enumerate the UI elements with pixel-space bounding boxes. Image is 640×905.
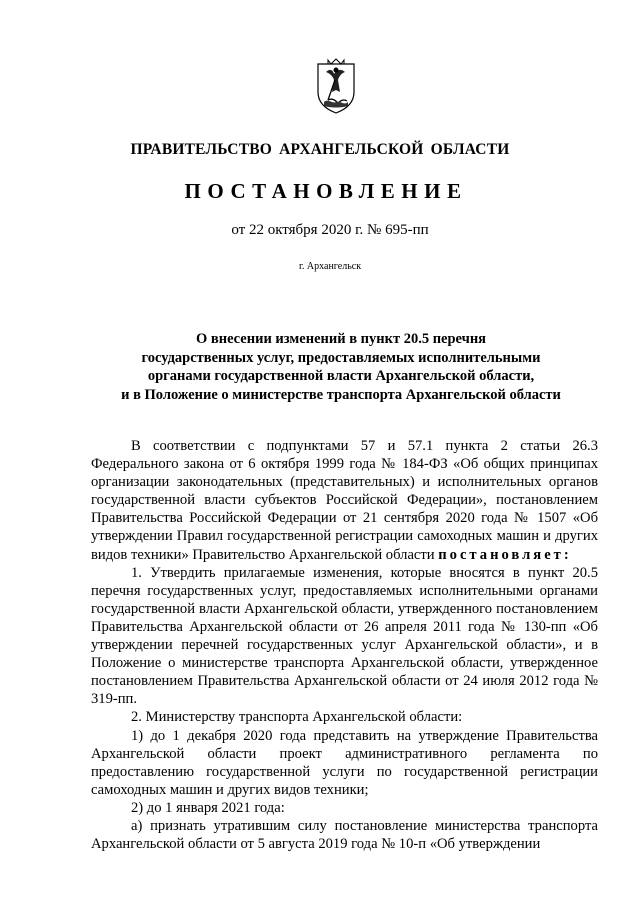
document-type-title: ПОСТАНОВЛЕНИЕ <box>184 179 468 203</box>
subject-line: и в Положение о министерстве транспорта Архангельской области <box>121 386 561 403</box>
document-city: г. Архангельск <box>298 261 362 272</box>
subject-line: государственных услуг, предоставляемых исполнительными <box>141 349 541 366</box>
subject-line: О внесении изменений в пункт 20.5 перечня <box>195 331 487 347</box>
document-subject <box>120 330 562 404</box>
document-date-number: от 22 октября 2020 г. № 695-пп <box>231 222 429 238</box>
decree-colon: : <box>563 546 572 563</box>
preamble-paragraph <box>91 437 598 564</box>
body-paragraph: 2. Министерству транспорта Архангельской области: <box>131 709 463 726</box>
body-paragraph: 2) до 1 января 2021 года: <box>131 799 285 816</box>
subject-line: органами государственной власти Архангельской области, <box>147 368 535 384</box>
decree-word: постановляет <box>438 546 564 563</box>
body-paragraph: 1. Утвердить прилагаемые изменения, которые вносятся в пункт 20.5 перечня государственных услуг, предоставляемых исполнительными органами государственной власти Архангельской области, утвержденного постановлением Правительства Архангельской области от 26 апреля 2011 года № 130-пп «Об утверждении перечней государственных услуг Архангельской области», и в Положение о министерстве транспорта Архангельской области, утвержденное постановлением Правительства Архангельской области от 24 июля 2012 года № 319-пп. <box>91 564 598 708</box>
body-paragraph: а) признать утратившим силу постановление министерства транспорта Архангельской области от 5 августа 2019 года № 10-п «Об утверждении <box>91 817 598 853</box>
document-body <box>91 437 598 853</box>
body-paragraph: 1) до 1 декабря 2020 года представить на утверждение Правительства Архангельской области проект административного регламента по предоставлению государственной услуги по государственной регистрации самоходных машин и других видов техники; <box>91 727 598 798</box>
government-name: ПРАВИТЕЛЬСТВО АРХАНГЕЛЬСКОЙ ОБЛАСТИ <box>130 141 510 158</box>
coat-of-arms-icon <box>314 58 358 114</box>
preamble-text: В соответствии с подпунктами 57 и 57.1 пункта 2 статьи 26.3 Федерального закона от 6 октября 1999 года № 184-ФЗ «Об общих принципах организации законодательных (представительных) и исполнительных органов государственной власти субъектов Российской Федерации», постановлением Правительства Российской Федерации от 21 сентября 2020 года № 1507 «Об утверждении Правил государственной регистрации самоходных машин и других видов техники» Правительство Архангельской области <box>91 438 598 563</box>
